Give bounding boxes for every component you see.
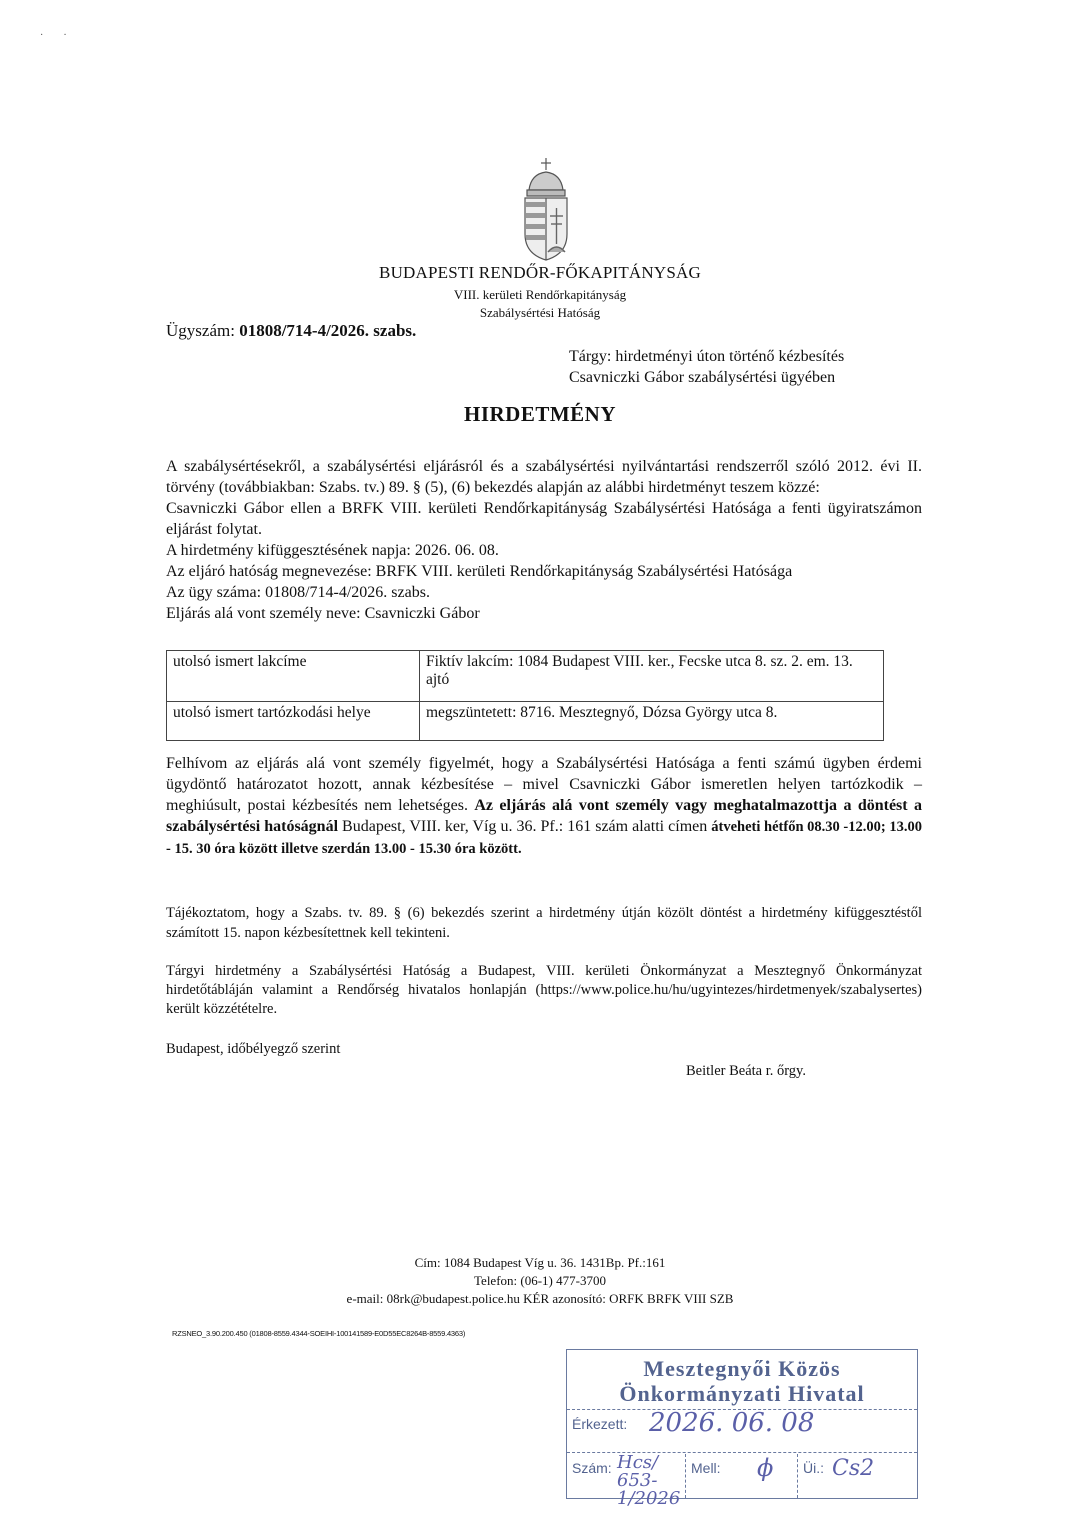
case-number: Ügyszám: 01808/714-4/2026. szabs.: [166, 321, 417, 340]
table-row: [167, 702, 884, 741]
stamp-divider: [685, 1454, 686, 1498]
footer-address: Cím: 1084 Budapest Víg u. 36. 1431Bp. Pf.:161: [414, 1255, 666, 1270]
publication-paragraph: Tárgyi hirdetmény a Szabálysértési Hatóság a Budapest, VIII. kerületi Önkormányzat a Mesztegnyő Önkormányzat hirdetőtábláján valamint a Rendőrség hivatalos honlapján (https://www.police.hu/hu/ugyintezes/hirdetmenyek/szabalysertes) került közzétételre.: [166, 963, 922, 1017]
notice-paragraph: Felhívom az eljárás alá vont személy figyelmét, hogy a Szabálysértési Hatósága a fenti számú ügyben érdemi ügydöntő határozatot hozott, annak kézbesítése – mivel Csavniczki Gábor ismeretlen helyen tartózkodik – meghiúsult, postai kézbesítés nem lehetséges. Az eljárás alá vont személy vagy meghatalmazottja a döntést a szabálysértési hatóságnál Budapest, VIII. ker, Víg u. 36. Pf.: 161 szám alatti címen átveheti hétfőn 08.30 -12.00; 13.00 - 15. 30 óra között illetve szerdán 13.00 - 15.30 óra között.: [166, 755, 923, 857]
address-value: Fiktív lakcím: 1084 Budapest VIII. ker., Fecske utca 8. sz. 2. em. 13. ajtó: [420, 651, 884, 702]
residence-label: utolsó ismert tartózkodási helye: [167, 702, 420, 741]
subject: Tárgy: hirdetményi úton történő kézbesítés Csavniczki Gábor szabálysértési ügyében: [569, 348, 845, 386]
stamp-number-label: Szám:: [572, 1460, 612, 1476]
residence-value: megszüntetett: 8716. Mesztegnyő, Dózsa György utca 8.: [420, 702, 884, 741]
stamp-attachment-value: ϕ: [757, 1454, 774, 1482]
registry-stamp: [566, 1349, 918, 1509]
stamp-arrived-value: 2026. 06. 08: [649, 1408, 815, 1438]
intro-block: A szabálysértésekről, a szabálysértési eljárásról és a szabálysértési nyilvántartási rendszerről szóló 2012. évi II. törvény (továbbiakban: Szabs. tv.) 89. § (5), (6) bekezdés alapján az alábbi hirdetményt teszem közzé: Csavniczki Gábor ellen a BRFK VIII. kerületi Rendőrkapitányság Szabálysértési Hatósága a fenti ügyiratszámon eljárást folytat. A hirdetmény kifüggesztésének napja: 2026. 06. 08. Az eljáró hatóság megnevezése: BRFK VIII. kerületi Rendőrkapitányság Szabálysértési Hatósága Az ügy száma: 01808/714-4/2026. szabs. Eljárás alá vont személy neve: Csavniczki Gábor: [166, 458, 922, 622]
hungarian-coat-of-arms-icon: [517, 156, 575, 262]
table-row: [167, 651, 884, 702]
info-paragraph: Tájékoztatom, hogy a Szabs. tv. 89. § (6) bekezdés szerint a hirdetmény útján közölt döntést a hirdetmény kifüggesztéstől számított 15. napon kézbesítettnek kell tekinteni.: [166, 905, 922, 941]
address-label: utolsó ismert lakcíme: [167, 651, 420, 702]
department-name: VIII. kerületi Rendőrkapitányság: [453, 287, 627, 302]
address-table: [166, 650, 884, 741]
document-tech-id: RZSNEO_3.90.200.450 (01808-8559.4344-SOEIHI-100141589-E0D55EC8264B-8559.4363): [172, 1329, 466, 1338]
stamp-line-2: Önkormányzati Hivatal: [619, 1381, 865, 1406]
stamp-line-1: Mesztegnyői Közös: [643, 1356, 841, 1381]
footer-phone: Telefon: (06-1) 477-3700: [474, 1273, 606, 1288]
stamp-ui-label: Üi.:: [803, 1460, 824, 1476]
stamp-number-value: Hcs/ 653-1/2026: [617, 1452, 681, 1509]
authority-name: Szabálysértési Hatóság: [479, 305, 601, 320]
signatory: Beitler Beáta r. őrgy.: [686, 1063, 806, 1079]
place-date: Budapest, időbélyegző szerint: [166, 1041, 341, 1057]
organization-name: BUDAPESTI RENDŐR-FŐKAPITÁNYSÁG: [379, 263, 701, 282]
stamp-attachment-label: Mell:: [691, 1460, 721, 1476]
stamp-divider: [797, 1454, 798, 1498]
footer-email: e-mail: 08rk@budapest.police.hu KÉR azonosító: ORFK BRFK VIII SZB: [346, 1291, 734, 1306]
stamp-arrived-label: Érkezett:: [572, 1416, 628, 1432]
scan-marks: · ·: [40, 30, 67, 41]
stamp-ui-value: Cs2: [832, 1456, 875, 1481]
document-title: HIRDETMÉNY: [463, 402, 616, 426]
